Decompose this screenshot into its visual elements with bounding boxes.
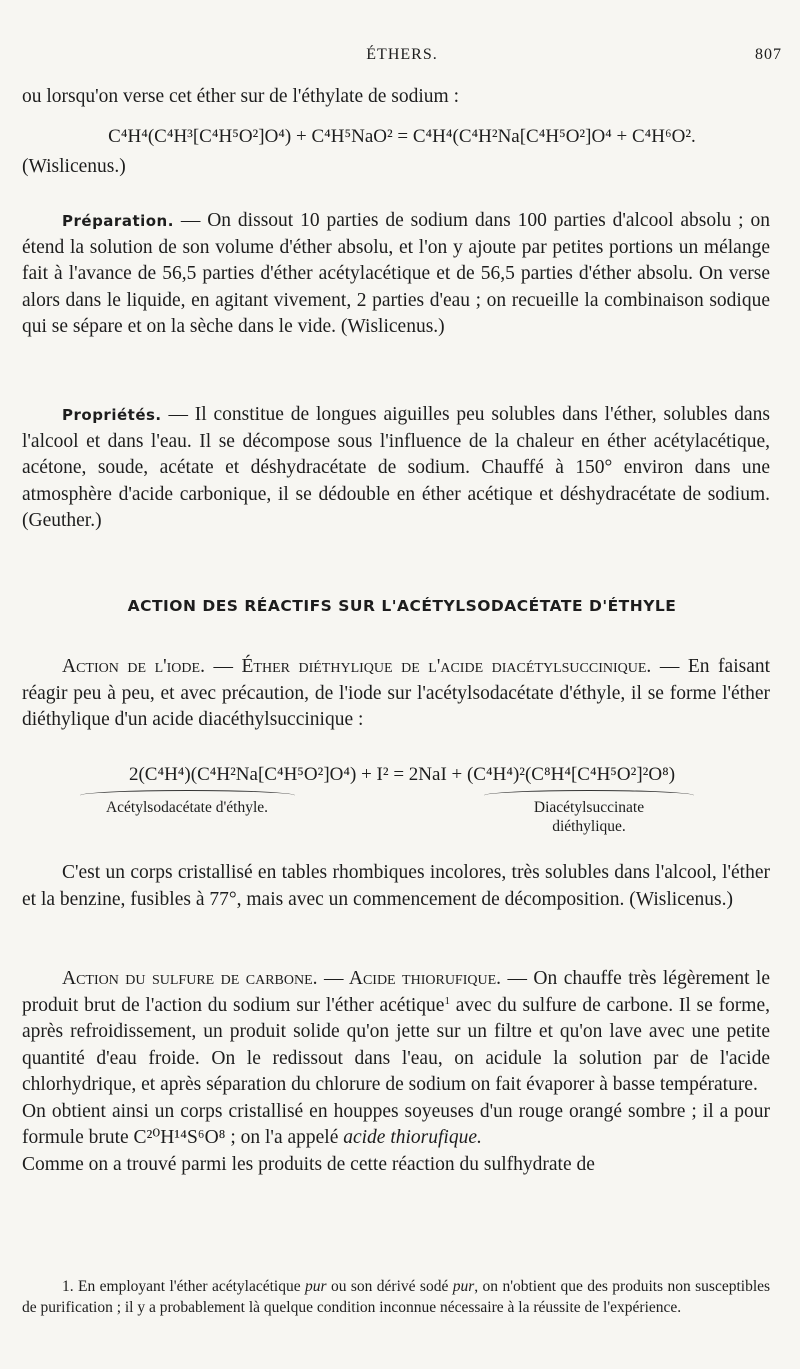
footnote-text-3: , on n'obtient que des produits non susceptibles de purification ; il y a probablement là quelque condition inconnue nécessaire à la réussite de l'expérience. — [22, 1278, 771, 1316]
intro-line: ou lorsqu'on verse cet éther sur de l'éthylate de sodium : — [22, 86, 459, 107]
thiorufique-name: acide thiorufique. — [343, 1127, 482, 1148]
last-line: Comme on a trouvé parmi les produits de cette réaction du sulfhydrate de — [22, 1153, 595, 1175]
footnote-number: 1. — [62, 1278, 74, 1295]
footnote-ref[interactable]: 1 — [444, 994, 450, 1007]
paragraph-iode-properties: C'est un corps cristallisé en tables rhombiques incolores, très solubles dans l'alcool, l'éther et la benzine, fusibles à 77°, mais avec un commencement de décomposition. (Wislicenus.) — [22, 862, 770, 910]
paragraph-sulfure — [22, 966, 770, 1178]
paragraph-preparation — [22, 208, 770, 341]
label-diacetylsuccinate — [469, 798, 709, 836]
sulfure-label: Action du sulfure de carbone. — Acide thiorufique. — [62, 968, 502, 989]
footnote-text-1: En employant l'éther acétylacétique — [78, 1278, 301, 1295]
preparation-label: Préparation. — [62, 212, 174, 230]
paragraph-iode — [22, 654, 770, 734]
proprietes-label: Propriétés. — [62, 406, 162, 424]
footnote-em-1: pur — [305, 1278, 327, 1295]
label-diacetylsuccinate-line2: diéthylique. — [552, 818, 626, 835]
citation-wislicenus: (Wislicenus.) — [22, 156, 126, 177]
paragraph-proprietes — [22, 402, 770, 535]
preparation-text: — On dissout 10 parties de sodium dans 100 parties d'alcool absolu ; on étend la solution de son volume d'éther absolu, et l'on y ajoute par petites portions un mélange fait à l'avance de 56,5 parties d'éther acétylacétique et de 56,5 parties d'éther absolu. On verse alors dans le liquide, en agitant vivement, 2 parties d'eau ; on recueille la combinaison sodique qui se sépare et on la sèche dans le vide. (Wislicenus.) — [22, 210, 770, 337]
thiorufique-text: On obtient ainsi un corps cristallisé en houppes soyeuses d'un rouge orangé sombre ; il a pour formule brute C²⁰H¹⁴S⁶O⁸ ; on l'a appelé — [22, 1100, 770, 1148]
sulfure-text-2: avec du sulfure de carbone. Il se forme, après refroidissement, un produit solide qu'on jette sur un filtre et qu'on lave avec une petite quantité d'eau froide. On le redissout dans l'eau, on acidule la solution par de l'acide chlorhydrique, et après séparation du chlorure de sodium on fait évaporer à basse température. — [22, 994, 771, 1095]
running-title: ÉTHERS. — [366, 46, 438, 63]
footnote-text-2: ou son dérivé sodé — [330, 1278, 449, 1295]
iode-text: — En faisant réagir peu à peu, et avec précaution, de l'iode sur l'acétylsodacétate d'éthyle, il se forme l'éther diéthylique d'un acide diacéthylsuccinique : — [22, 656, 771, 730]
proprietes-text: — Il constitue de longues aiguilles peu solubles dans l'éther, solubles dans l'alcool et dans l'eau. Il se décompose sous l'influence de la chaleur en éther acétylacétique, acétone, soude, acétate et déshydracétate de sodium. Chauffé à 150° environ dans une atmosphère d'acide carbonique, il se dédouble en éther acétique et déshydracétate de sodium. (Geuther.) — [22, 404, 770, 531]
footnote-em-2: pur — [452, 1278, 475, 1295]
label-diacetylsuccinate-line1: Diacétylsuccinate — [533, 799, 645, 816]
formula-diacetylsuccinate: 2(C⁴H⁴)(C⁴H²Na[C⁴H⁵O²]O⁴) + I² = 2NaI + (C⁴H⁴)²(C⁸H⁴[C⁴H⁵O²]²O⁸) — [128, 764, 676, 785]
section-heading: ACTION DES RÉACTIFS SUR L'ACÉTYLSODACÉTATE D'ÉTHYLE — [127, 597, 677, 615]
page-number: 807 — [755, 46, 782, 63]
iode-label: Action de l'iode. — Éther diéthylique de l'acide diacétylsuccinique. — [62, 656, 652, 677]
label-acetylsodacetate: Acétylsodacétate d'éthyle. — [105, 799, 269, 816]
footnote — [22, 1276, 770, 1318]
formula-ethylate: C⁴H⁴(C⁴H³[C⁴H⁵O²]O⁴) + C⁴H⁵NaO² = C⁴H⁴(C⁴H²Na[C⁴H⁵O²]O⁴ + C⁴H⁶O². — [108, 126, 696, 147]
running-header — [22, 46, 782, 68]
sulfure-text-1: — On chauffe très légèrement le produit brut de l'action du sodium sur l'éther acétique — [22, 968, 771, 1016]
